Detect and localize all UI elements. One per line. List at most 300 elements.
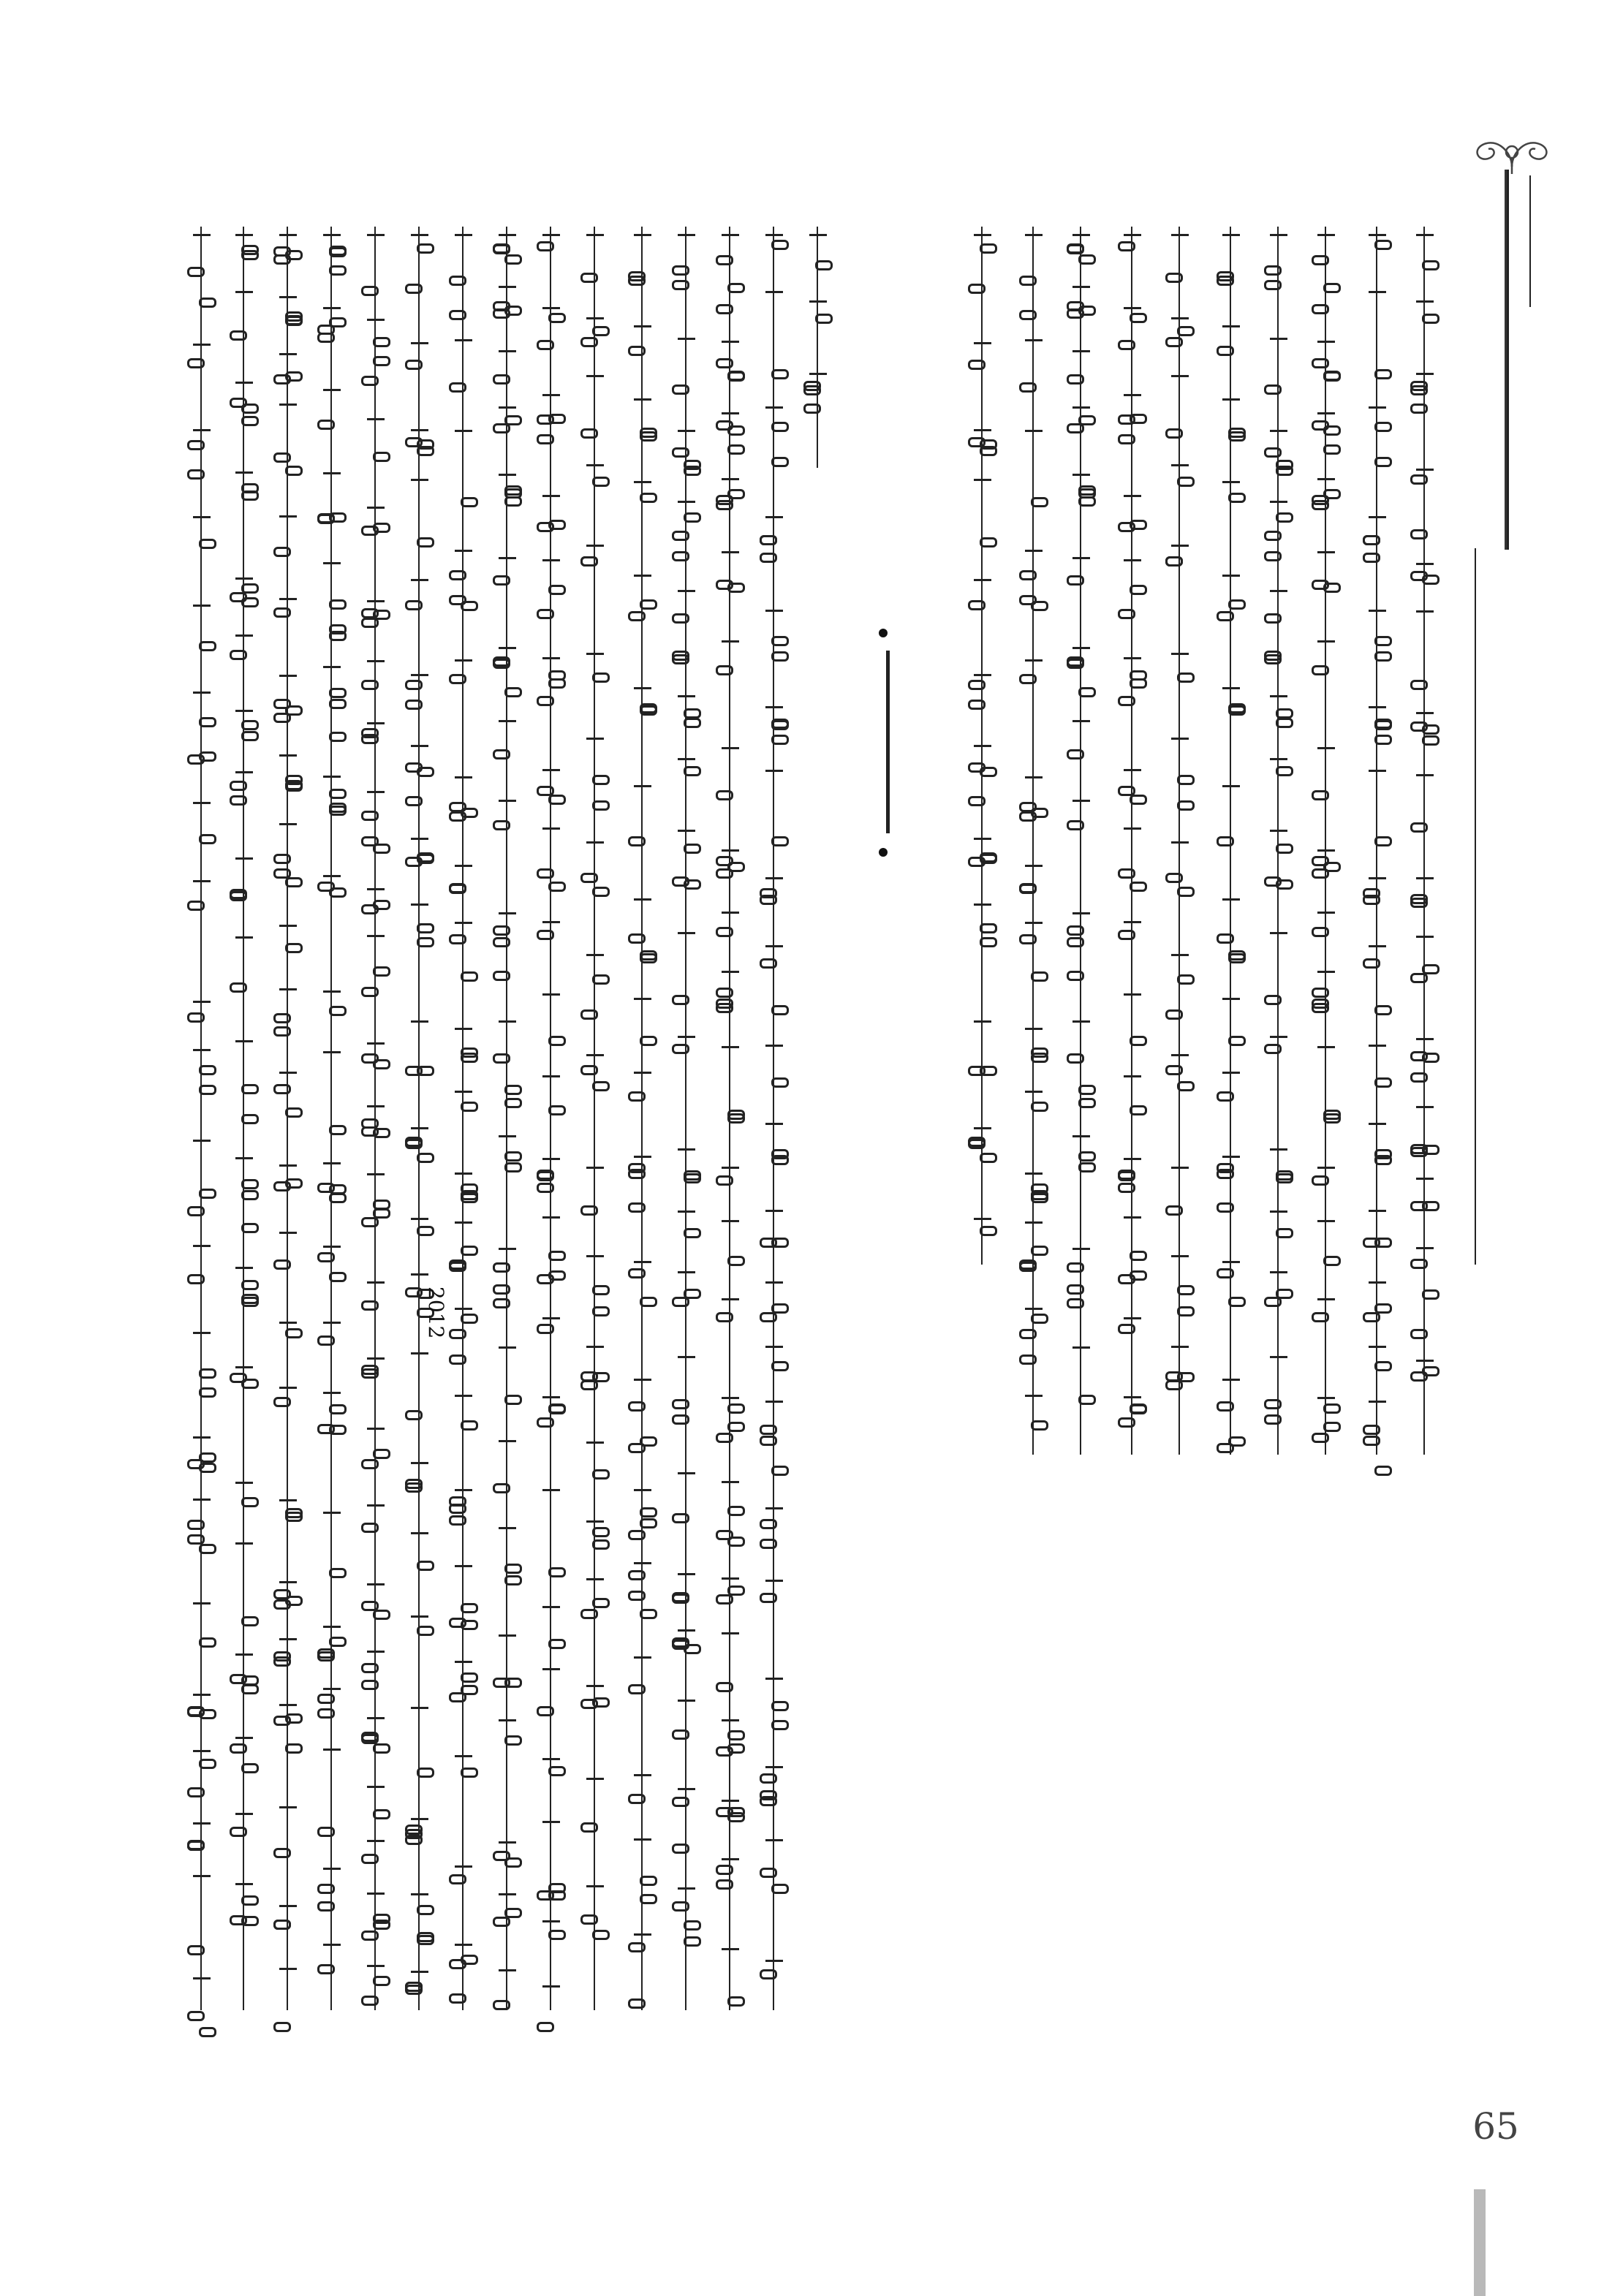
script-word bbox=[411, 1020, 428, 1099]
script-word bbox=[1171, 1255, 1189, 1322]
script-word bbox=[1222, 575, 1240, 657]
script-word bbox=[279, 675, 297, 730]
script-stroke bbox=[580, 337, 598, 347]
script-stroke bbox=[1130, 882, 1147, 892]
script-stroke bbox=[548, 1404, 566, 1414]
script-word bbox=[1171, 1167, 1189, 1239]
script-stroke bbox=[716, 988, 733, 998]
script-stroke bbox=[640, 1609, 657, 1619]
script-stroke bbox=[1264, 280, 1282, 290]
script-stroke bbox=[373, 1610, 390, 1620]
script-stroke bbox=[273, 2022, 291, 2032]
script-stroke bbox=[449, 934, 466, 944]
script-word bbox=[279, 1499, 297, 1553]
script-stroke bbox=[548, 1930, 566, 1940]
script-stroke bbox=[771, 1149, 789, 1159]
script-stroke bbox=[461, 1190, 478, 1200]
script-stroke bbox=[1374, 1466, 1392, 1476]
script-stroke bbox=[672, 1797, 689, 1807]
script-word bbox=[1270, 1036, 1287, 1124]
script-stroke bbox=[504, 687, 522, 697]
script-stroke bbox=[493, 374, 510, 384]
script-stroke bbox=[716, 1312, 733, 1322]
script-stroke bbox=[580, 1822, 598, 1833]
script-word bbox=[678, 1887, 695, 1981]
script-stroke bbox=[716, 304, 733, 314]
script-stroke bbox=[1312, 500, 1329, 510]
script-stroke bbox=[199, 298, 216, 308]
script-word bbox=[235, 577, 253, 616]
script-word bbox=[499, 800, 516, 890]
script-stroke bbox=[628, 1268, 646, 1278]
script-word bbox=[678, 501, 695, 568]
script-stroke bbox=[373, 337, 390, 347]
script-stroke bbox=[329, 789, 347, 799]
script-word bbox=[1416, 1038, 1434, 1086]
script-word bbox=[279, 823, 297, 898]
script-word bbox=[455, 339, 472, 409]
script-stroke bbox=[727, 1256, 745, 1266]
script-stroke bbox=[716, 868, 733, 879]
script-word bbox=[1369, 770, 1386, 854]
script-stroke bbox=[285, 1508, 303, 1518]
script-word bbox=[678, 1573, 695, 1607]
script-stroke bbox=[771, 1005, 789, 1015]
script-stroke bbox=[727, 1743, 745, 1754]
script-stroke bbox=[461, 1672, 478, 1683]
script-stroke bbox=[580, 428, 598, 439]
script-stroke bbox=[1374, 651, 1392, 662]
script-word bbox=[279, 1387, 297, 1479]
script-word bbox=[367, 660, 385, 693]
script-word bbox=[1072, 286, 1090, 324]
script-stroke bbox=[628, 1091, 646, 1102]
lower-column-6 bbox=[585, 227, 605, 2010]
script-stroke bbox=[672, 1637, 689, 1648]
script-stroke bbox=[548, 1251, 566, 1261]
script-stroke bbox=[329, 1425, 347, 1435]
script-stroke bbox=[1217, 933, 1234, 944]
script-stroke bbox=[449, 382, 466, 393]
script-stroke bbox=[449, 570, 466, 580]
script-word bbox=[193, 802, 211, 853]
script-stroke bbox=[771, 651, 789, 662]
script-stroke bbox=[241, 483, 259, 493]
script-word bbox=[1270, 758, 1287, 807]
script-stroke bbox=[405, 1287, 423, 1297]
script-stroke bbox=[1410, 571, 1428, 581]
script-stroke bbox=[1363, 1425, 1380, 1435]
script-word bbox=[1025, 659, 1043, 750]
script-stroke bbox=[285, 466, 303, 476]
script-word bbox=[1369, 877, 1386, 918]
script-stroke bbox=[373, 1976, 390, 1986]
script-stroke bbox=[373, 523, 390, 533]
script-stroke bbox=[273, 1920, 291, 1930]
script-stroke bbox=[760, 1519, 777, 1529]
script-stroke bbox=[329, 699, 347, 709]
script-word bbox=[542, 495, 560, 534]
script-word bbox=[279, 234, 297, 279]
script-stroke bbox=[285, 943, 303, 953]
script-stroke bbox=[373, 1743, 390, 1754]
script-word bbox=[1317, 412, 1335, 459]
script-stroke bbox=[980, 1153, 997, 1163]
script-stroke bbox=[361, 1854, 379, 1864]
script-stroke bbox=[230, 592, 247, 602]
script-word bbox=[1317, 971, 1335, 1018]
script-stroke bbox=[285, 780, 303, 790]
script-stroke bbox=[1067, 820, 1084, 830]
script-stroke bbox=[1118, 1171, 1135, 1181]
script-stroke bbox=[273, 607, 291, 618]
upper-column-3 bbox=[1316, 227, 1336, 1455]
script-word bbox=[411, 429, 428, 461]
script-stroke bbox=[628, 1998, 646, 2009]
script-stroke bbox=[1312, 255, 1329, 265]
script-word bbox=[235, 1813, 253, 1865]
script-stroke bbox=[628, 1169, 646, 1179]
script-stroke bbox=[548, 1567, 566, 1577]
script-word bbox=[586, 464, 604, 520]
script-word bbox=[1171, 464, 1189, 520]
heading-bullet-top bbox=[879, 629, 888, 637]
script-word bbox=[455, 659, 472, 750]
script-stroke bbox=[727, 425, 745, 436]
script-stroke bbox=[285, 1596, 303, 1606]
script-stroke bbox=[504, 1857, 522, 1868]
script-word bbox=[765, 1678, 783, 1739]
script-word bbox=[1222, 325, 1240, 381]
script-stroke bbox=[241, 1916, 259, 1926]
script-word bbox=[1171, 653, 1189, 713]
script-stroke bbox=[1118, 241, 1135, 251]
script-stroke bbox=[1118, 522, 1135, 532]
script-stroke bbox=[727, 1110, 745, 1120]
script-stroke bbox=[241, 1084, 259, 1094]
script-word bbox=[586, 1685, 604, 1750]
script-word bbox=[1317, 849, 1335, 893]
script-stroke bbox=[493, 243, 510, 254]
script-word bbox=[411, 342, 428, 399]
script-stroke bbox=[273, 374, 291, 384]
script-word bbox=[678, 758, 695, 807]
script-word bbox=[193, 429, 211, 497]
script-word bbox=[1317, 1220, 1335, 1270]
script-word bbox=[193, 1875, 211, 1960]
script-word bbox=[455, 1565, 472, 1639]
script-stroke bbox=[1078, 1085, 1096, 1095]
script-stroke bbox=[1264, 1414, 1282, 1425]
script-stroke bbox=[493, 1053, 510, 1064]
script-word bbox=[722, 971, 739, 1018]
script-stroke bbox=[1177, 1285, 1195, 1295]
script-word bbox=[499, 1527, 516, 1611]
script-stroke bbox=[241, 1616, 259, 1626]
script-stroke bbox=[1410, 1051, 1428, 1061]
script-stroke bbox=[771, 1303, 789, 1314]
script-stroke bbox=[727, 1996, 745, 2007]
script-stroke bbox=[273, 1397, 291, 1407]
script-word bbox=[193, 234, 211, 324]
script-stroke bbox=[373, 452, 390, 462]
script-stroke bbox=[968, 360, 985, 370]
script-stroke bbox=[1264, 265, 1282, 276]
script-word bbox=[765, 1960, 783, 2017]
script-stroke bbox=[317, 1252, 335, 1262]
script-stroke bbox=[1118, 1417, 1135, 1428]
script-stroke bbox=[230, 650, 247, 660]
script-stroke bbox=[771, 1720, 789, 1730]
script-stroke bbox=[373, 900, 390, 910]
script-stroke bbox=[405, 600, 423, 610]
script-word bbox=[499, 720, 516, 778]
script-word bbox=[1369, 234, 1386, 267]
script-word bbox=[323, 1051, 341, 1143]
script-stroke bbox=[537, 1171, 554, 1181]
script-stroke bbox=[1228, 953, 1246, 963]
script-word bbox=[1222, 398, 1240, 459]
script-stroke bbox=[199, 1709, 216, 1719]
script-stroke bbox=[1276, 708, 1293, 719]
script-stroke bbox=[373, 1449, 390, 1459]
script-stroke bbox=[716, 1530, 733, 1540]
script-stroke bbox=[405, 1410, 423, 1420]
script-stroke bbox=[361, 1523, 379, 1533]
script-stroke bbox=[1130, 1251, 1147, 1261]
script-stroke bbox=[504, 1564, 522, 1574]
script-word bbox=[1124, 559, 1141, 635]
script-word bbox=[455, 922, 472, 999]
script-stroke bbox=[1312, 665, 1329, 675]
script-word bbox=[193, 1694, 211, 1728]
script-word bbox=[235, 382, 253, 442]
script-word bbox=[542, 307, 560, 374]
script-word bbox=[1171, 545, 1189, 629]
script-stroke bbox=[317, 1827, 335, 1837]
script-stroke bbox=[273, 1084, 291, 1094]
script-word bbox=[1369, 1281, 1386, 1326]
script-stroke bbox=[1067, 1284, 1084, 1295]
script-stroke bbox=[537, 1890, 554, 1901]
script-stroke bbox=[980, 537, 997, 548]
script-word bbox=[1416, 300, 1434, 356]
script-word bbox=[765, 234, 783, 267]
script-word bbox=[1025, 550, 1043, 640]
script-stroke bbox=[373, 610, 390, 620]
script-word bbox=[193, 1750, 211, 1805]
script-word bbox=[367, 507, 385, 575]
script-stroke bbox=[628, 1942, 646, 1952]
script-stroke bbox=[1228, 703, 1246, 713]
script-word bbox=[1317, 1046, 1335, 1140]
script-word bbox=[974, 342, 991, 399]
script-stroke bbox=[493, 749, 510, 759]
script-word bbox=[1171, 1346, 1189, 1425]
script-word bbox=[678, 830, 695, 909]
script-word bbox=[323, 1944, 341, 1988]
script-stroke bbox=[716, 927, 733, 937]
script-stroke bbox=[727, 1730, 745, 1740]
script-stroke bbox=[1019, 934, 1037, 944]
script-word bbox=[1025, 865, 1043, 902]
script-stroke bbox=[417, 1561, 434, 1571]
script-stroke bbox=[771, 1701, 789, 1711]
script-word bbox=[722, 849, 739, 893]
script-stroke bbox=[727, 283, 745, 293]
lower-column-3 bbox=[720, 227, 741, 2010]
script-stroke bbox=[493, 1298, 510, 1308]
script-word bbox=[1072, 1135, 1090, 1222]
script-stroke bbox=[1410, 680, 1428, 690]
script-word bbox=[634, 1933, 651, 2019]
script-word bbox=[586, 317, 604, 349]
script-stroke bbox=[504, 1162, 522, 1172]
script-word bbox=[765, 1281, 783, 1326]
script-stroke bbox=[317, 1901, 335, 1912]
script-word bbox=[1416, 610, 1434, 694]
script-stroke bbox=[373, 966, 390, 977]
script-stroke bbox=[1078, 1151, 1096, 1162]
script-stroke bbox=[1374, 1303, 1392, 1314]
script-stroke bbox=[1019, 884, 1037, 894]
script-stroke bbox=[405, 700, 423, 710]
script-word bbox=[678, 1271, 695, 1332]
script-stroke bbox=[980, 439, 997, 450]
script-stroke bbox=[640, 953, 657, 963]
script-stroke bbox=[1217, 1401, 1234, 1412]
script-stroke bbox=[187, 901, 205, 911]
script-stroke bbox=[1323, 1403, 1341, 1414]
script-word bbox=[974, 1020, 991, 1099]
script-stroke bbox=[1422, 1145, 1439, 1155]
script-stroke bbox=[592, 326, 610, 336]
script-stroke bbox=[592, 1469, 610, 1479]
script-word bbox=[1025, 1091, 1043, 1145]
script-word bbox=[1222, 1072, 1240, 1126]
script-stroke bbox=[199, 1387, 216, 1398]
script-stroke bbox=[771, 735, 789, 745]
lower-column-11 bbox=[366, 227, 386, 2010]
script-word bbox=[1072, 1346, 1090, 1414]
script-word bbox=[411, 1707, 428, 1792]
script-stroke bbox=[1130, 1105, 1147, 1115]
script-word bbox=[323, 1322, 341, 1374]
script-word bbox=[765, 610, 783, 680]
script-word bbox=[542, 1075, 560, 1140]
script-stroke bbox=[1019, 570, 1037, 580]
script-word bbox=[193, 692, 211, 777]
script-stroke bbox=[771, 720, 789, 730]
script-word bbox=[722, 1167, 739, 1201]
script-stroke bbox=[373, 1208, 390, 1219]
script-word bbox=[765, 945, 783, 1020]
script-stroke bbox=[1276, 844, 1293, 854]
script-stroke bbox=[417, 439, 434, 450]
script-stroke bbox=[1410, 1201, 1428, 1211]
script-stroke bbox=[640, 1507, 657, 1518]
script-stroke bbox=[640, 599, 657, 610]
script-word bbox=[193, 1049, 211, 1113]
script-word bbox=[678, 590, 695, 670]
script-stroke bbox=[727, 1506, 745, 1516]
script-stroke bbox=[1031, 1190, 1048, 1200]
script-word bbox=[1317, 341, 1335, 384]
script-word bbox=[1317, 1167, 1335, 1201]
upper-column-8 bbox=[1071, 227, 1092, 1455]
script-word bbox=[1222, 1379, 1240, 1462]
script-stroke bbox=[361, 286, 379, 296]
script-word bbox=[1025, 1221, 1043, 1281]
script-stroke bbox=[1165, 1065, 1183, 1075]
script-stroke bbox=[1323, 444, 1341, 455]
script-word bbox=[678, 1356, 695, 1447]
script-stroke bbox=[461, 1102, 478, 1112]
script-stroke bbox=[1422, 735, 1439, 746]
header-ornament-icon bbox=[1468, 123, 1556, 174]
script-word bbox=[1369, 1346, 1386, 1382]
script-stroke bbox=[1276, 1170, 1293, 1181]
script-stroke bbox=[1067, 575, 1084, 586]
script-stroke bbox=[449, 1496, 466, 1507]
script-word bbox=[542, 1216, 560, 1299]
script-stroke bbox=[1118, 696, 1135, 706]
script-word bbox=[634, 898, 651, 982]
script-word bbox=[542, 657, 560, 740]
script-stroke bbox=[760, 1773, 777, 1784]
script-stroke bbox=[980, 923, 997, 933]
script-stroke bbox=[273, 699, 291, 709]
script-word bbox=[1171, 317, 1189, 349]
script-word bbox=[323, 666, 341, 746]
script-word bbox=[193, 1977, 211, 2043]
script-stroke bbox=[493, 656, 510, 667]
script-stroke bbox=[1374, 1005, 1392, 1015]
script-word bbox=[235, 1883, 253, 1973]
thumb-index-tab bbox=[1474, 2189, 1486, 2296]
script-stroke bbox=[1410, 1329, 1428, 1339]
script-word bbox=[367, 1651, 385, 1693]
script-stroke bbox=[580, 1371, 598, 1382]
script-stroke bbox=[1067, 423, 1084, 433]
script-word bbox=[411, 745, 428, 812]
script-word bbox=[235, 634, 253, 694]
script-stroke bbox=[684, 466, 701, 476]
lower-column-2 bbox=[764, 227, 784, 2010]
script-word bbox=[279, 1072, 297, 1147]
script-word bbox=[1317, 640, 1335, 721]
script-word bbox=[1416, 469, 1434, 547]
script-stroke bbox=[329, 1125, 347, 1135]
script-word bbox=[455, 1865, 472, 1927]
script-stroke bbox=[1312, 790, 1329, 800]
script-stroke bbox=[449, 674, 466, 684]
script-stroke bbox=[1264, 1399, 1282, 1409]
script-word bbox=[634, 1774, 651, 1816]
script-stroke bbox=[760, 1868, 777, 1878]
script-stroke bbox=[1276, 466, 1293, 476]
script-stroke bbox=[640, 1036, 657, 1046]
script-stroke bbox=[1374, 720, 1392, 730]
script-stroke bbox=[1165, 428, 1183, 439]
script-word bbox=[367, 1428, 385, 1481]
script-stroke bbox=[285, 1107, 303, 1118]
script-stroke bbox=[449, 1993, 466, 2004]
script-word bbox=[809, 234, 827, 278]
script-word bbox=[678, 1700, 695, 1763]
script-stroke bbox=[1264, 613, 1282, 624]
script-stroke bbox=[592, 1285, 610, 1295]
